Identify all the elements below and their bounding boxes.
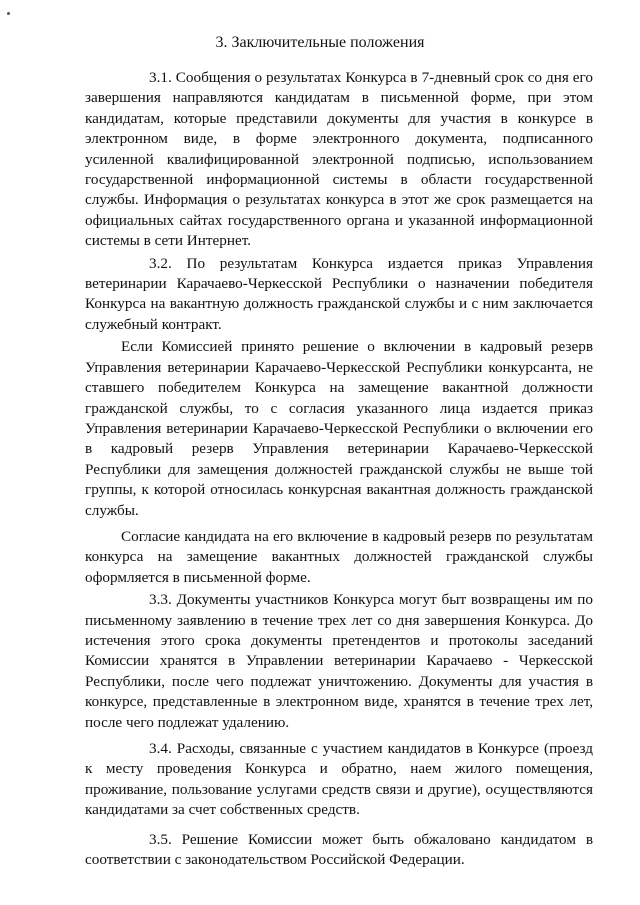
paragraph-3-4: 3.4. Расходы, связанные с участием кандидатов в Конкурсе (проезд к месту проведения Конкурса и обратно, наем жилого помещения, проживание, пользование услугами средств связи и другие), осуществляются кандидатами за счет собственных средств. (85, 740, 593, 819)
paragraph-3-2: 3.2. По результатам Конкурса издается приказ Управления ветеринарии Карачаево-Черкесской Республики о назначении победителя Конкурса на вакантную должность гражданской службы и с ним заключается служебный контракт. (85, 254, 593, 333)
scan-speck (7, 12, 10, 15)
paragraph-3-5: 3.5. Решение Комиссии может быть обжаловано кандидатом в соответствии с законодательством Российской Федерации. (85, 830, 593, 869)
section-title: 3. Заключительные положения (215, 34, 425, 51)
paragraph-reserve: Если Комиссией принято решение о включении в кадровый резерв Управления ветеринарии Карачаево-Черкесской Республики конкурсанта, не ставшего победителем Конкурса на замещение вакантной должности гражданской службы, то с согласия указанного лица издается приказ Управления ветеринарии Карачаево-Черкесской Республики о включении его в кадровый резерв Управления ветеринарии Карачаево-Черкесской Республики для замещения должностей гражданской службы не выше той группы, к которой относилась конкурсная вакантная должность гражданской службы. (85, 338, 593, 519)
document-body (85, 68, 593, 872)
paragraph-3-3: 3.3. Документы участников Конкурса могут быт возвращены им по письменному заявлению в течение трех лет со дня завершения Конкурса. До истечения этого срока документы претендентов и протоколы заседаний Комиссии хранятся в Управлении ветеринарии Карачаево - Черкесской Республики, после чего подлежат уничтожению. Документы для участия в конкурсе, представленные в электронном виде, хранятся в течение трех лет, после чего подлежат удалению. (85, 591, 593, 731)
paragraph-3-1: 3.1. Сообщения о результатах Конкурса в 7-дневный срок со дня его завершения направляются кандидатам в письменной форме, при этом кандидатам, которые представили документы для участия в конкурсе в электронном виде, в форме электронного документа, подписанного усиленной квалифицированной электронной подписью, использованием государственной информационной системы в области государственной службы. Информация о результатах конкурса в этот же срок размещается на официальных сайтах государственного органа и указанной информационной системы в сети Интернет. (85, 69, 593, 250)
paragraph-consent: Согласие кандидата на его включение в кадровый резерв по результатам конкурса на замещение вакантных должностей гражданской службы оформляется в письменной форме. (85, 527, 593, 586)
